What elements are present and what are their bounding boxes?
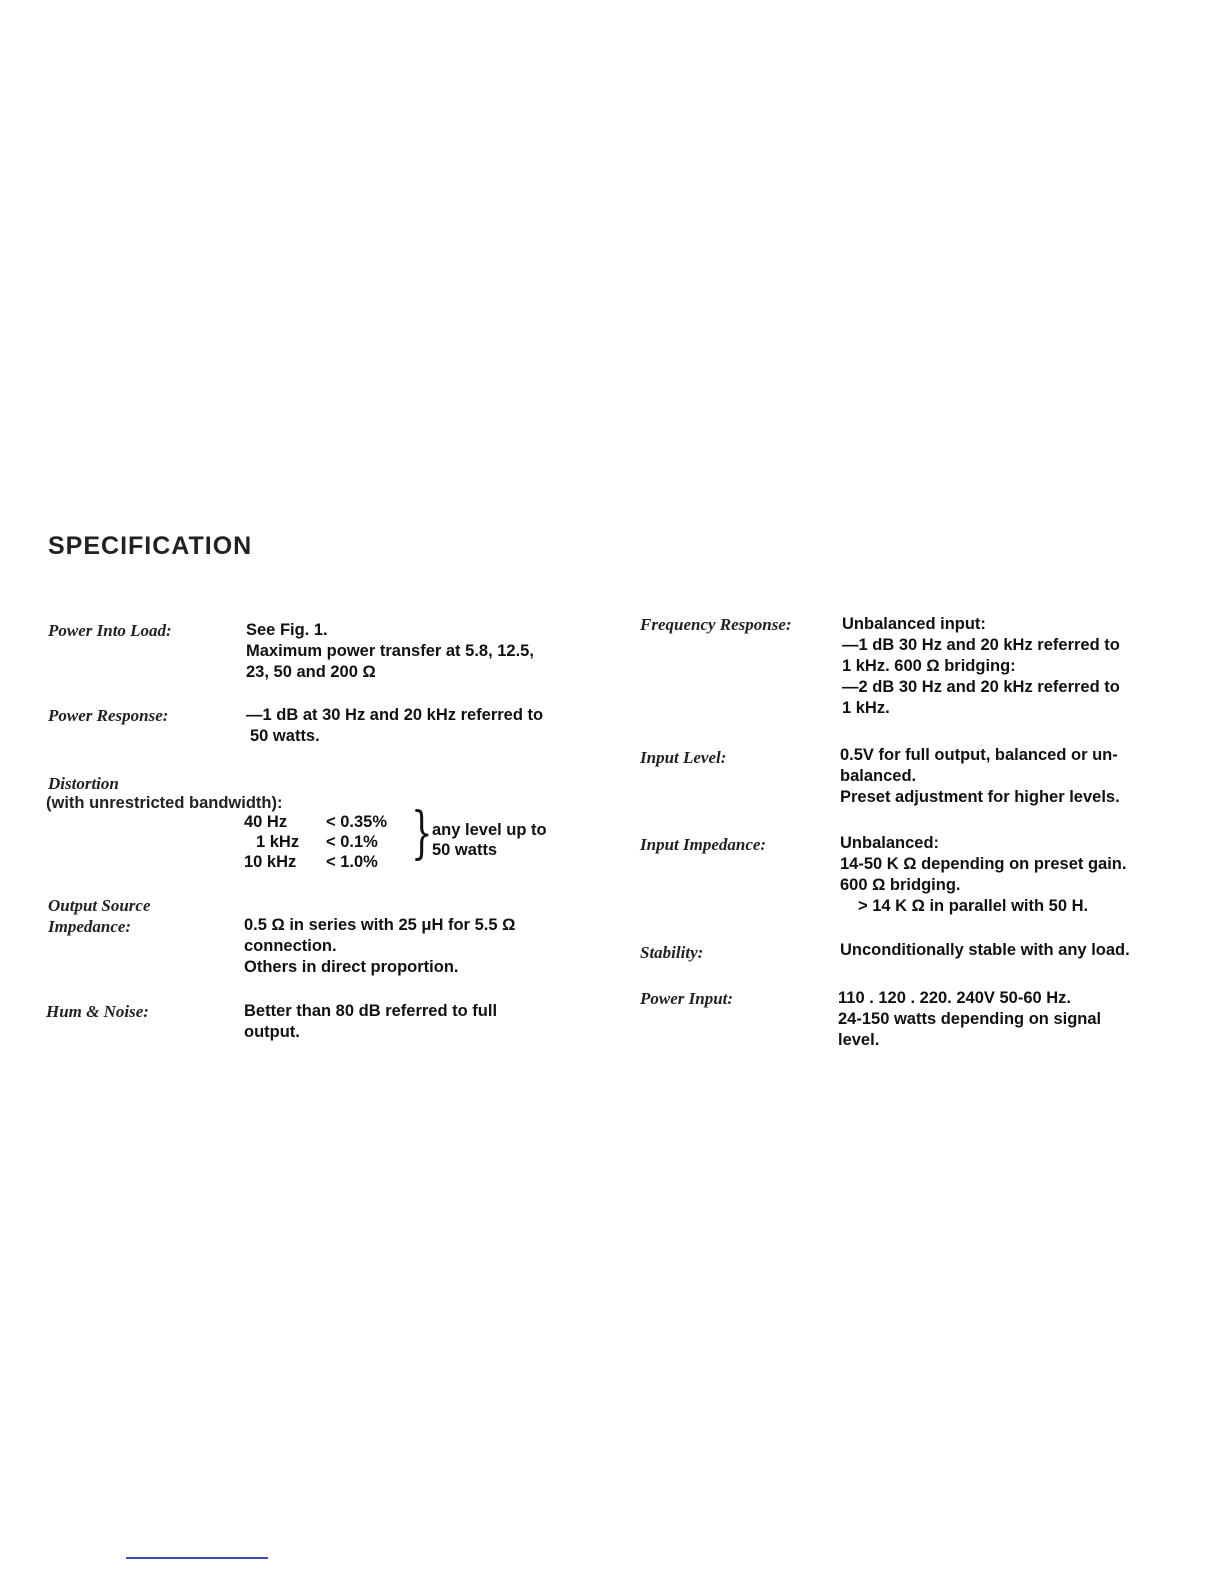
power-into-load-label: Power Into Load: [48,621,172,640]
frequency-response-line: 1 kHz. 600 Ω bridging: [842,657,1016,675]
output-source-label-line: Impedance: [48,917,132,936]
frequency-response-line: 1 kHz. [842,699,890,717]
input-impedance-line: > 14 K Ω in parallel with 50 H. [858,897,1089,915]
distortion-value: < 0.1% [326,833,378,851]
power-input-line: 24-150 watts depending on signal [838,1010,1102,1028]
stability-line: Unconditionally stable with any load. [840,941,1130,959]
power-response-value [246,705,543,747]
input-level-line: balanced. [840,767,917,785]
input-level-value [840,745,1120,808]
frequency-response-value [842,614,1120,719]
power-input-line: level. [838,1031,880,1049]
distortion-note-line: 50 watts [432,841,498,859]
distortion-note-line: any level up to [432,821,547,839]
output-source-impedance-value [244,915,515,978]
input-level-line: Preset adjustment for higher levels. [840,788,1120,806]
output-source-line: Others in direct proportion. [244,958,459,976]
page-title: SPECIFICATION [48,532,253,560]
input-level-line: 0.5V for full output, balanced or un- [840,746,1118,764]
hum-noise-line: Better than 80 dB referred to full [244,1002,498,1020]
output-source-line: 0.5 Ω in series with 25 μH for 5.5 Ω [244,916,516,934]
input-level-label: Input Level: [640,748,727,767]
distortion-value: < 1.0% [326,853,378,871]
input-impedance-line: 14-50 K Ω depending on preset gain. [840,855,1127,873]
output-source-impedance-label [48,895,151,937]
distortion-freq: 1 kHz [256,833,300,851]
input-impedance-value [840,833,1126,917]
frequency-response-line: —2 dB 30 Hz and 20 kHz referred to [842,678,1120,696]
input-impedance-line: 600 Ω bridging. [840,876,961,894]
distortion-row [244,812,387,832]
power-input-line: 110 . 120 . 220. 240V 50-60 Hz. [838,989,1072,1007]
distortion-row [256,832,378,852]
input-impedance-label: Input Impedance: [640,835,767,854]
distortion-freq: 10 kHz [244,853,297,871]
input-impedance-line: Unbalanced: [840,834,940,852]
distortion-freq: 40 Hz [244,813,288,831]
power-into-load-value [246,620,534,683]
distortion-note [432,820,547,860]
power-into-load-line: See Fig. 1. [246,621,328,639]
power-input-value [838,988,1101,1051]
distortion-row [244,852,378,872]
power-input-label: Power Input: [640,989,734,1008]
hum-noise-value [244,1001,497,1043]
hum-noise-label: Hum & Noise: [46,1002,149,1021]
output-source-label-line: Output Source [48,896,151,915]
frequency-response-label: Frequency Response: [640,615,792,634]
stability-label: Stability: [640,943,704,962]
distortion-sublabel: (with unrestricted bandwidth): [46,794,283,812]
power-into-load-line: 23, 50 and 200 Ω [246,663,376,681]
frequency-response-line: Unbalanced input: [842,615,986,633]
distortion-label: Distortion [48,774,119,793]
power-response-line: —1 dB at 30 Hz and 20 kHz referred to [246,706,544,724]
distortion-brace: } [411,801,433,866]
hum-noise-line: output. [244,1023,300,1041]
power-response-line: 50 watts. [250,727,320,745]
power-response-label: Power Response: [48,706,169,725]
output-source-line: connection. [244,937,337,955]
stability-value [840,940,1130,961]
power-into-load-line: Maximum power transfer at 5.8, 12.5, [246,642,534,660]
frequency-response-line: —1 dB 30 Hz and 20 kHz referred to [842,636,1120,654]
footnote-divider [126,1557,268,1559]
distortion-value: < 0.35% [326,813,388,831]
